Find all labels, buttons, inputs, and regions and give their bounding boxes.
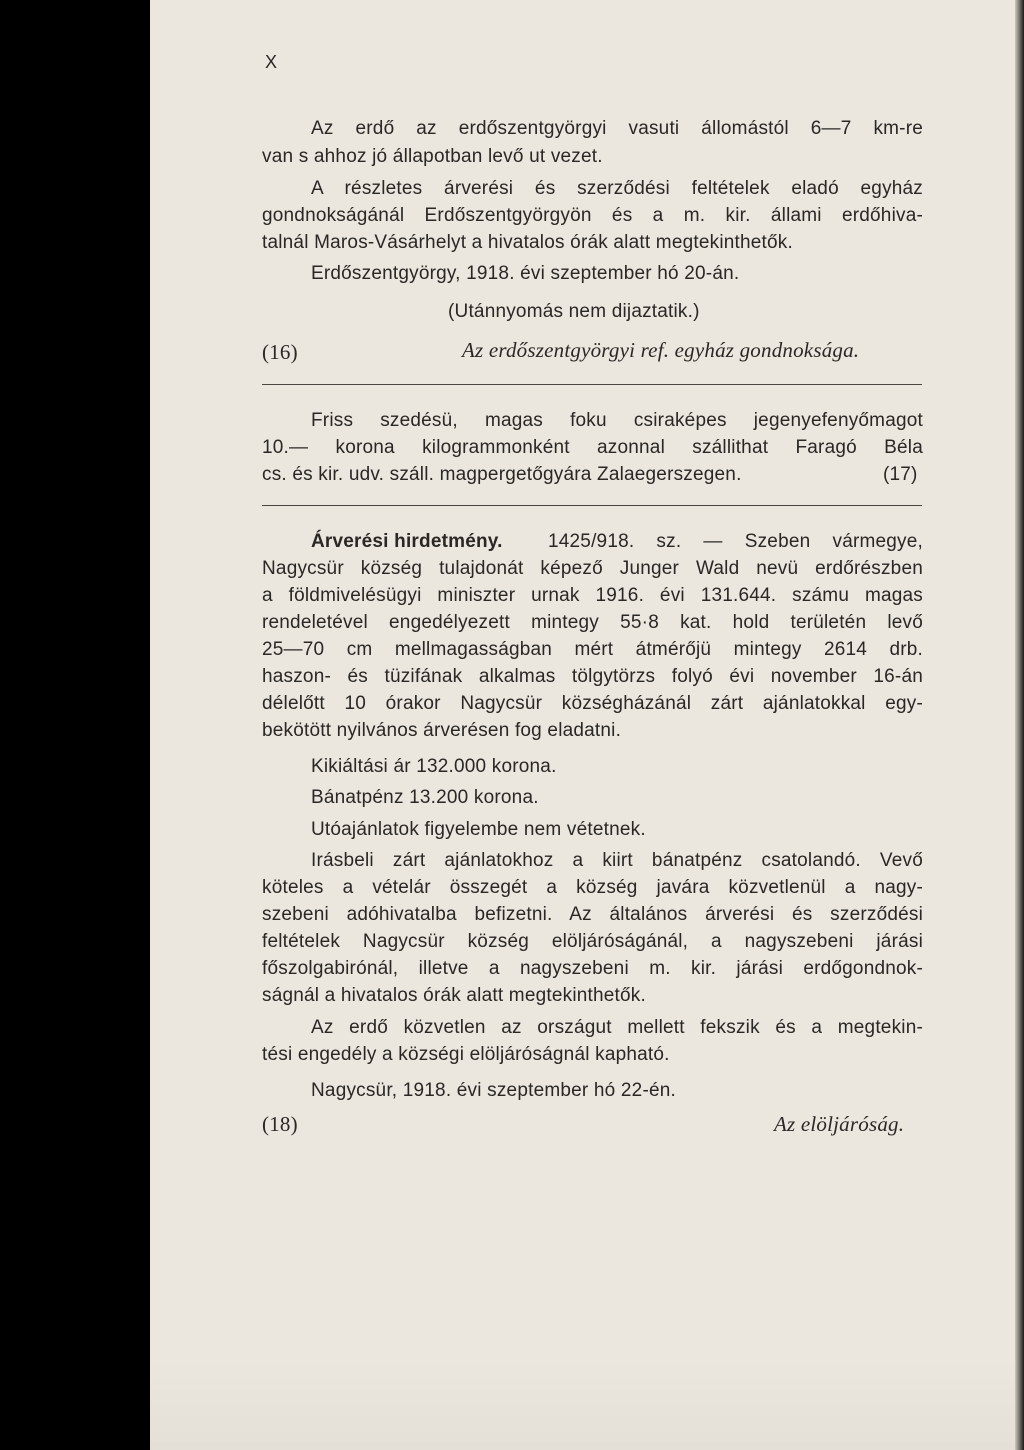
notice-3-line-6: haszon- és tüzifának alkalmas tölgytörzs folyó évi november 16-án [262, 666, 923, 687]
notice-3-line-14: szebeni adóhivatalba befizetni. Az általános árverési és szerződési [262, 904, 923, 925]
notice-1-signature: Az erdőszentgyörgyi ref. egyház gondnoksága. [462, 338, 860, 362]
notice-1-ref-number: (16) [262, 340, 298, 364]
notice-3-line-11: Utóajánlatok figyelembe nem vétetnek. [311, 819, 646, 840]
notice-3-line-7: délelőtt 10 órakor Nagycsür községházánál zárt ajánlatokkal egy- [262, 693, 923, 714]
notice-2-ref-number: (17) [883, 464, 918, 485]
notice-3-ref-number: (18) [262, 1112, 298, 1136]
notice-3-line-5: 25—70 cm mellmagasságban mért átmérőjü mintegy 2614 drb. [262, 639, 923, 660]
page-edge-shadow [1015, 0, 1024, 1450]
notice-3-line-8: bekötött nyilvános árverésen fog eladatni. [262, 720, 622, 741]
notice-3-line-15: feltételek Nagycsür község elöljáróságánál, a nagyszebeni járási [262, 931, 923, 952]
notice-2-line-2: 10.— korona kilogrammonként azonnal szállithat Faragó Béla [262, 437, 923, 458]
notice-1-line-6: Erdőszentgyörgy, 1918. évi szeptember hó 20-án. [311, 263, 740, 284]
page-bottom-fade [150, 1250, 1015, 1450]
notice-1-line-3: A részletes árverési és szerződési feltételek eladó egyház [311, 178, 923, 199]
notice-3-line-19: tési engedély a községi elöljáróságnál kapható. [262, 1044, 670, 1065]
notice-3-line-13: köteles a vételár összegét a község javára közvetlenül a nagy- [262, 877, 923, 898]
notice-1-line-5: talnál Maros-Vásárhelyt a hivatalos órák alatt megtekinthetők. [262, 232, 793, 253]
reprint-note: (Utánnyomás nem dijaztatik.) [448, 301, 700, 322]
notice-3-heading: Árverési hirdetmény. [311, 531, 503, 552]
notice-3-line-12: Irásbeli zárt ajánlatokhoz a kiirt bánatpénz csatolandó. Vevő [311, 850, 923, 871]
notice-3-signature: Az elöljáróság. [774, 1112, 905, 1136]
notice-3-line-9: Kikiáltási ár 132.000 korona. [311, 756, 557, 777]
notice-1-line-2: van s ahhoz jó állapotban levő ut vezet. [262, 146, 603, 167]
notice-3-line-16: főszolgabirónál, illetve a nagyszebeni m. kir. járási erdőgondnok- [262, 958, 923, 979]
divider-1 [262, 384, 922, 385]
notice-2-line-3: cs. és kir. udv. száll. magpergetőgyára Zalaegerszegen. [262, 464, 742, 485]
notice-3-line-10: Bánatpénz 13.200 korona. [311, 787, 539, 808]
notice-2-line-1: Friss szedésü, magas foku csiraképes jegenyefenyőmagot [311, 410, 923, 431]
notice-3-line-4: rendeletével engedélyezett mintegy 55·8 kat. hold területén levő [262, 612, 923, 633]
notice-3-line-18: Az erdő közvetlen az országut mellett fekszik és a megtekin- [311, 1017, 923, 1038]
page-number: X [265, 52, 278, 72]
notice-3-line-1: 1425/918. sz. — Szeben vármegye, [548, 531, 923, 552]
notice-3-line-2: Nagycsür község tulajdonát képező Junger Wald nevü erdőrészben [262, 558, 923, 579]
divider-2 [262, 505, 922, 506]
notice-3-line-3: a földmivelésügyi miniszter urnak 1916. évi 131.644. számu magas [262, 585, 923, 606]
notice-3-line-20: Nagycsür, 1918. évi szeptember hó 22-én. [311, 1080, 676, 1101]
notice-1-line-1: Az erdő az erdőszentgyörgyi vasuti állomástól 6—7 km-re [311, 118, 923, 139]
notice-3-line-17: ságnál a hivatalos órák alatt megtekinthetők. [262, 985, 646, 1006]
notice-1-line-4: gondnokságánál Erdőszentgyörgyön és a m. kir. állami erdőhiva- [262, 205, 923, 226]
